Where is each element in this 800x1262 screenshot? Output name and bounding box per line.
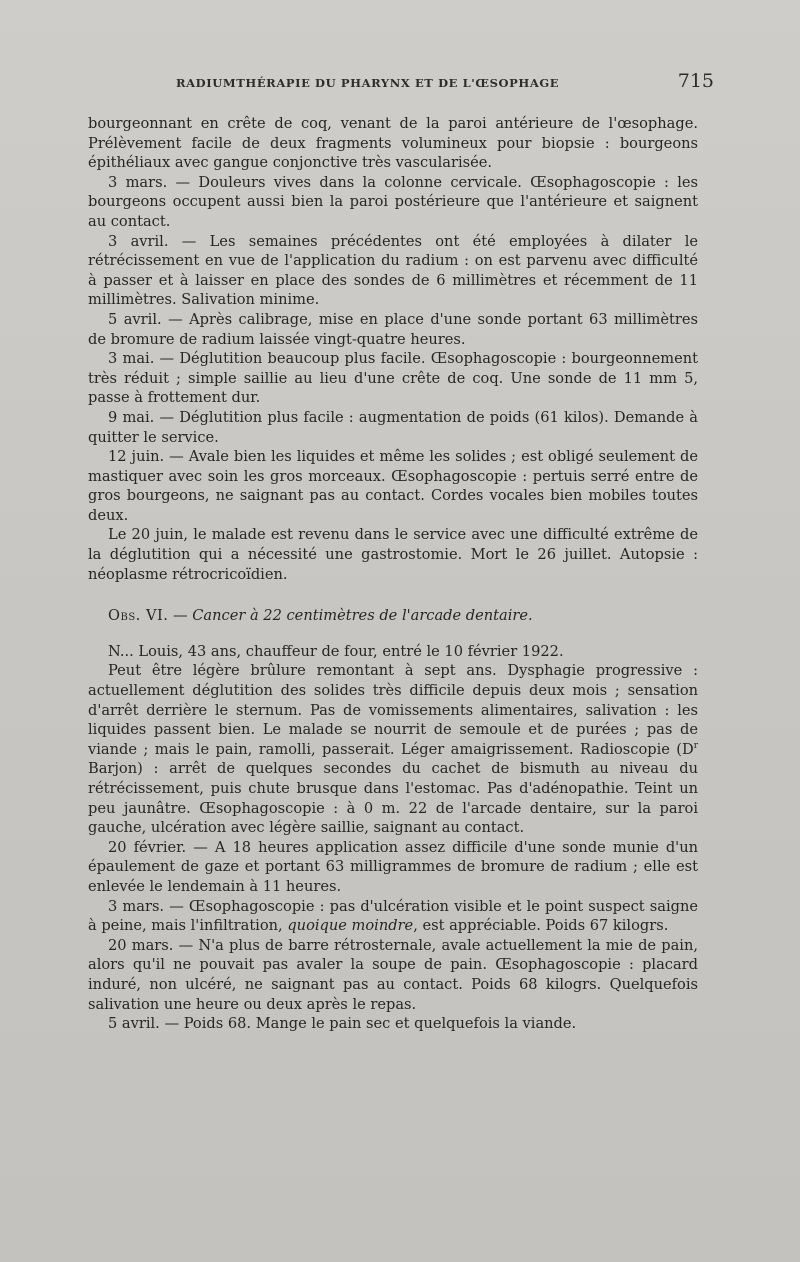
paragraph: Le 20 juin, le malade est revenu dans le service avec une difficulté extrême de la déglutition qui a nécessité une gastrostomie. Mort le 26 juillet. Autopsie : néoplasme rétrocricoïdien. (88, 526, 698, 583)
paragraph: 3 avril. — Les semaines précédentes ont été employées à dilater le rétrécissement en vue de l'application du radium : on est parvenu avec difficulté à passer et à laisser en place des sondes de 6 millimètres et récemment de 11 millimètres. Salivation minime. (88, 232, 698, 309)
observation-title: Cancer à 22 centimètres de l'arcade dentaire. (192, 607, 533, 625)
paragraph (88, 661, 698, 837)
running-title: RADIUMTHÉRAPIE DU PHARYNX ET DE L'ŒSOPHAGE (176, 76, 560, 90)
paragraph: 9 mai. — Déglutition plus facile : augmentation de poids (61 kilos). Demande à quitter le service. (88, 408, 698, 446)
observation-heading (88, 606, 698, 626)
heading-dash: — (168, 607, 193, 625)
italic-run: quoique moindre (287, 917, 414, 935)
paragraph: 20 février. — A 18 heures application assez difficile d'une sonde munie d'un épaulement de gaze et portant 63 milligrammes de bromure de radium ; elle est enlevée le lendemain à 11 heures. (88, 838, 698, 895)
paragraph (88, 897, 698, 936)
superscript: r (693, 740, 698, 751)
text-run: Barjon) : arrêt de quelques secondes du cachet de bismuth au niveau du rétrécissement, puis chute brusque dans l'estomac. Pas d'adénopathie. Teint un peu jaunâtre. Œsophagoscopie : à 0 m. 22 de l'arcade dentaire, sur la paroi gauche, ulcération avec légère saillie, saignant au contact. (88, 760, 698, 837)
paragraph: 12 juin. — Avale bien les liquides et même les solides ; est obligé seulement de mastiquer avec soin les gros morceaux. Œsophagoscopie : pertuis serré entre de gros bourgeons, ne saignant pas au contact. Cordes vocales bien mobiles toutes deux. (88, 448, 698, 524)
text-run: Peut être légère brûlure remontant à sept ans. Dysphagie progressive : actuellement déglutition des solides très difficile depuis deux mois ; sensation d'arrêt derrière le sternum. Pas de vomissements alimentaires, salivation : les liquides passent bien. Le malade se nourrit de semoule et de purées ; pas de viande ; mais le pain, ramolli, passerait. Léger amaigrissement. Radioscopie (D (88, 662, 698, 758)
paragraph: N... Louis, 43 ans, chauffeur de four, entré le 10 février 1922. (108, 642, 564, 660)
paragraph: 3 mars. — Douleurs vives dans la colonne cervicale. Œsophagoscopie : les bourgeons occupent aussi bien la paroi postérieure que l'antérieure et saignent au contact. (88, 173, 698, 230)
paragraph: 5 avril. — Après calibrage, mise en place d'une sonde portant 63 millimètres de bromure de radium laissée vingt-quatre heures. (88, 310, 698, 348)
paragraph: 5 avril. — Poids 68. Mange le pain sec et quelquefois la viande. (108, 1015, 577, 1033)
text-run: 3 mars. — Œsophagoscopie : pas d'ulcération visible et le point suspect saigne à peine, mais l'infiltration, (88, 897, 698, 935)
observation-label: Obs. VI. (108, 607, 169, 625)
paragraph: 3 mai. — Déglutition beaucoup plus facile. Œsophagoscopie : bourgeonnement très réduit ; simple saillie au lieu d'une crête de coq. Une sonde de 11 mm 5, passe à frottement dur. (88, 350, 698, 407)
page-number: 715 (677, 70, 714, 92)
paragraph: bourgeonnant en crête de coq, venant de la paroi antérieure de l'œsophage. Prélèvement facile de deux fragments volumineux pour biopsie : bourgeons épithéliaux avec gangue conjonctive très vascularisée. (88, 115, 698, 172)
paragraph: 20 mars. — N'a plus de barre rétrosternale, avale actuellement la mie de pain, alors qu'il ne pouvait pas avaler la soupe de pain. Œsophagoscopie : placard induré, non ulcéré, ne saignant pas au contact. Poids 68 kilogrs. Quelquefois salivation une heure ou deux après le repas. (88, 936, 698, 1013)
body-text (88, 114, 698, 1034)
text-run: , est appréciable. Poids 67 kilogrs. (413, 917, 669, 935)
